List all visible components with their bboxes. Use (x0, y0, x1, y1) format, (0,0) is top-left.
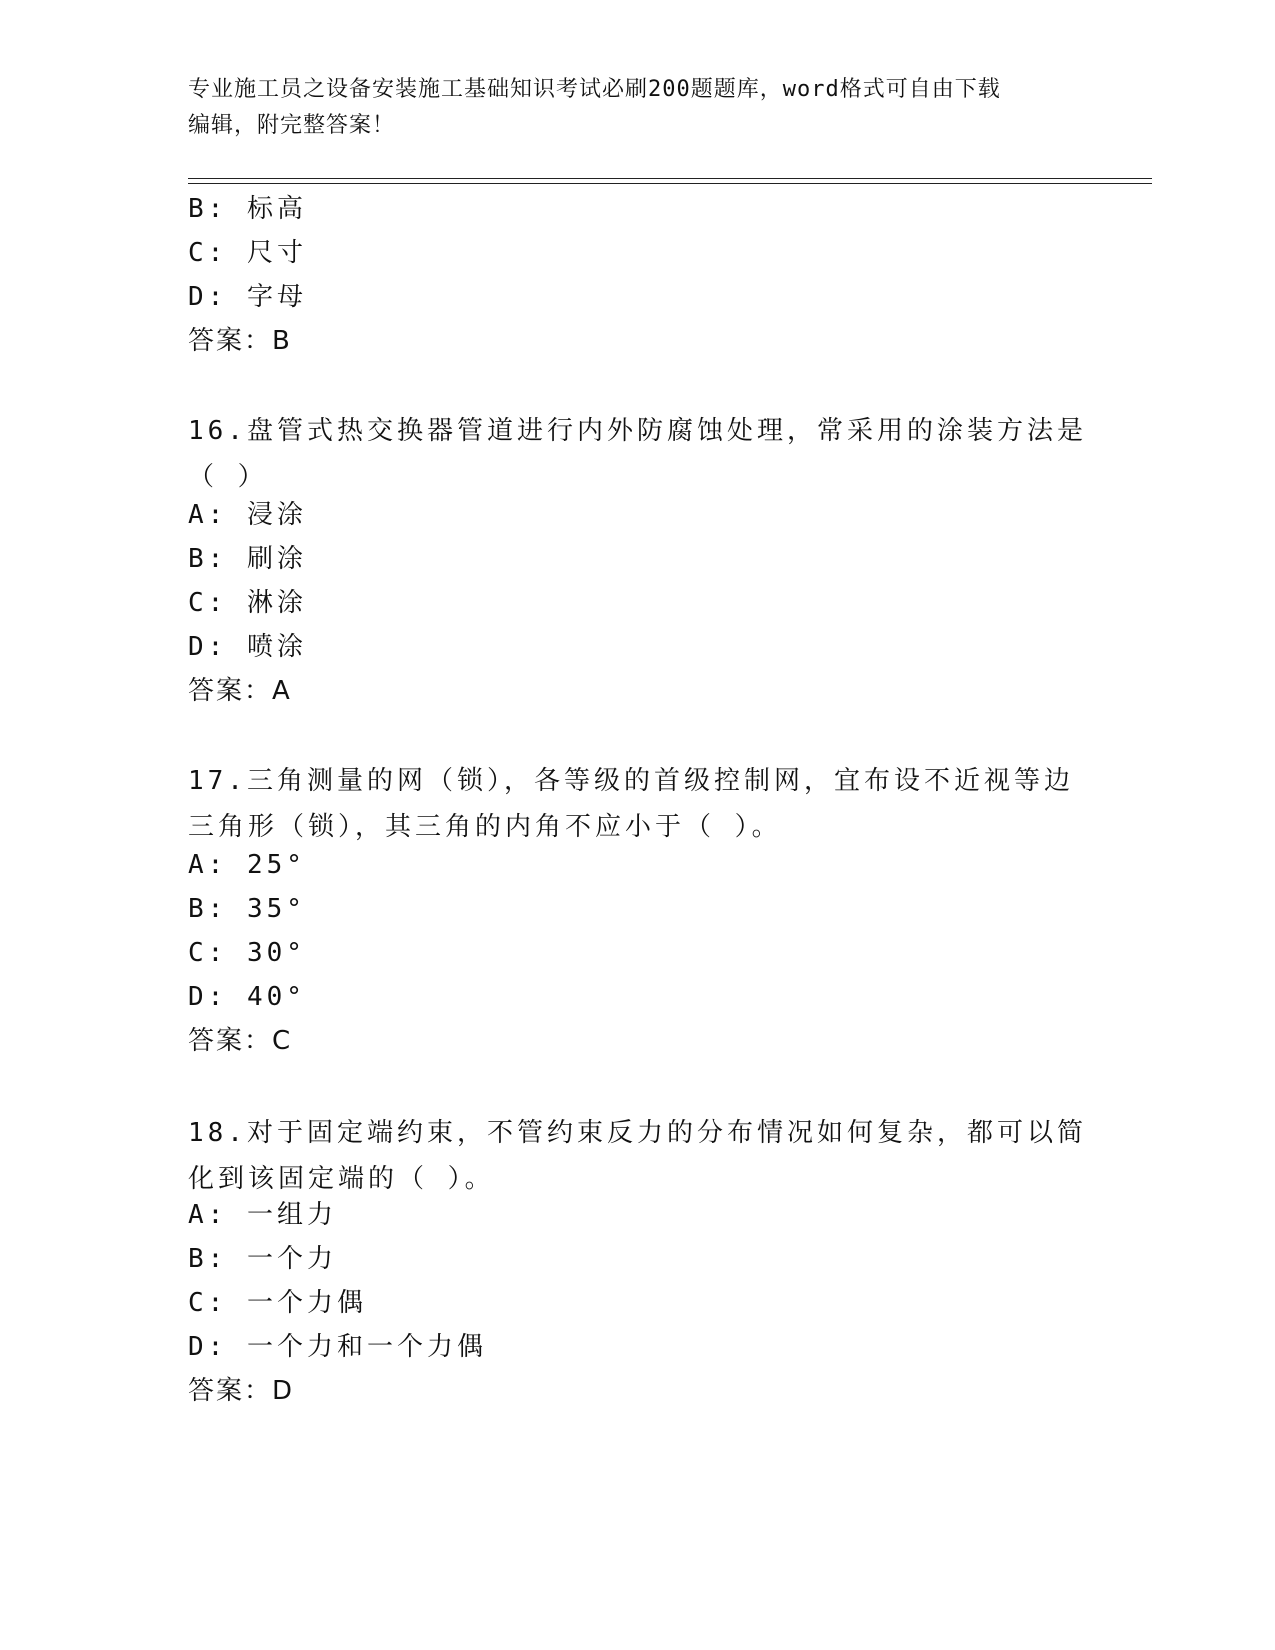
header-divider-bottom (188, 183, 1152, 184)
q16-question: 16.盘管式热交换器管道进行内外防腐蚀处理，常采用的涂装方法是（ ） (188, 416, 1087, 492)
option-text: 一个力偶 (246, 1288, 367, 1318)
option-letter: B: (188, 894, 228, 924)
q17-option-d (188, 980, 306, 1014)
q15-option-c (188, 236, 307, 270)
q16-answer: 答案：A (188, 676, 292, 706)
q18-option-c (188, 1286, 367, 1320)
q16-option-a (188, 498, 307, 532)
option-text: 淋涂 (246, 588, 307, 618)
header-title-line-2: 编辑，附完整答案！ (188, 113, 396, 138)
option-text: 标高 (246, 194, 307, 224)
document-header (188, 72, 1088, 144)
option-text: 35° (246, 894, 306, 924)
option-text: 一组力 (246, 1200, 337, 1230)
option-text: 喷涂 (246, 632, 307, 662)
option-letter: C: (188, 938, 228, 968)
option-text: 浸涂 (246, 500, 307, 530)
option-letter: A: (188, 850, 228, 880)
option-text: 30° (246, 938, 306, 968)
option-letter: B: (188, 194, 228, 224)
q16-option-d (188, 630, 307, 664)
q18-option-d (188, 1330, 487, 1364)
q18-question: 18.对于固定端约束，不管约束反力的分布情况如何复杂，都可以简化到该固定端的（ ）。 (188, 1118, 1087, 1194)
option-letter: B: (188, 1244, 228, 1274)
option-letter: D: (188, 1332, 228, 1362)
q16-option-c (188, 586, 307, 620)
q17-option-c (188, 936, 306, 970)
option-text: 40° (246, 982, 306, 1012)
option-text: 一个力 (246, 1244, 337, 1274)
q18-option-b (188, 1242, 337, 1276)
option-letter: D: (188, 982, 228, 1012)
q17-question: 17.三角测量的网（锁），各等级的首级控制网，宜布设不近视等边三角形（锁），其三角的内角不应小于（ ）。 (188, 766, 1074, 842)
header-title-line-1: 专业施工员之设备安装施工基础知识考试必刷200题题库，word格式可自由下载 (188, 77, 1001, 102)
option-text: 一个力和一个力偶 (246, 1332, 487, 1362)
option-letter: C: (188, 588, 228, 618)
option-letter: A: (188, 1200, 228, 1230)
option-letter: A: (188, 500, 228, 530)
q16-option-b (188, 542, 307, 576)
option-letter: C: (188, 238, 228, 268)
header-divider-top (188, 178, 1152, 179)
option-text: 刷涂 (246, 544, 307, 574)
q15-option-d (188, 280, 307, 314)
option-text: 尺寸 (246, 238, 307, 268)
option-text: 字母 (246, 282, 307, 312)
q18-answer: 答案：D (188, 1376, 295, 1406)
q15-option-b (188, 192, 307, 226)
option-letter: D: (188, 282, 228, 312)
q18-option-a (188, 1198, 337, 1232)
option-letter: B: (188, 544, 228, 574)
option-text: 25° (246, 850, 306, 880)
option-letter: D: (188, 632, 228, 662)
option-letter: C: (188, 1288, 228, 1318)
q17-answer: 答案：C (188, 1026, 293, 1056)
q15-answer: 答案：B (188, 326, 292, 356)
q17-option-b (188, 892, 306, 926)
q17-option-a (188, 848, 306, 882)
